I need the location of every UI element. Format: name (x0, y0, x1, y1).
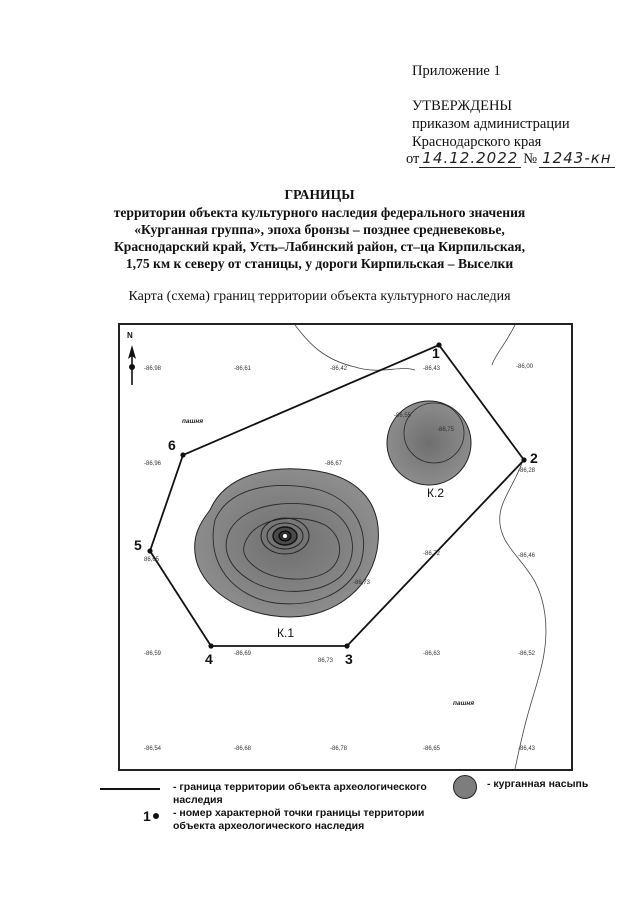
elevation-mark: -86,96 (144, 461, 162, 467)
stream-line (500, 463, 546, 769)
elevation-mark: -86,43 (518, 746, 536, 752)
elevation-mark: -86,78 (330, 746, 348, 752)
vertex-5-point (147, 548, 152, 553)
vertex-label-2: 2 (530, 450, 538, 466)
elevation-mark: -86,55 (394, 413, 412, 419)
order-line-2: Краснодарского края (412, 134, 542, 150)
vertex-label-3: 3 (345, 651, 353, 667)
map-caption: Карта (схема) границ территории объекта культурного наследия (128, 289, 511, 304)
vertex-label-4: 4 (205, 651, 213, 667)
elevation-mark: -86,73 (353, 580, 371, 586)
order-date-line (406, 150, 615, 168)
elevation-mark: -86,00 (516, 364, 534, 370)
elevation-mark: -86,54 (144, 746, 162, 752)
elevation-mark: -86,42 (330, 366, 348, 372)
vertex-label-5: 5 (134, 537, 142, 553)
legend-point-line-1: - номер характерной точки границы территории (173, 807, 425, 819)
elevation-mark: 86,73 (318, 658, 334, 664)
appendix-label: Приложение 1 (412, 63, 501, 79)
legend-mound-text: - курганная насыпь (487, 778, 589, 790)
elevation-mark: -86,59 (144, 651, 162, 657)
vertex-label-1: 1 (432, 345, 440, 361)
elevation-mark: -86,75 (437, 427, 455, 433)
point-symbol-number: 1 (143, 808, 151, 824)
point-dot-icon (153, 813, 159, 819)
north-label: N (127, 331, 133, 340)
elevation-mark: -86,43 (423, 366, 441, 372)
title-line-4: 1,75 км к северу от станицы, у дороги Кирпильская – Выселки (125, 256, 514, 271)
north-arrow-icon (128, 345, 136, 385)
boundary-line-symbol (100, 788, 160, 790)
legend-boundary-text (173, 781, 427, 807)
elevation-mark: -86,69 (234, 651, 252, 657)
elevation-mark: -86,72 (423, 551, 441, 557)
vertex-3-point (344, 643, 349, 648)
legend-boundary-line-1: - граница территории объекта археологического (173, 781, 427, 793)
order-line-1: приказом администрации (412, 116, 570, 132)
field-label: пашня (453, 700, 475, 707)
elevation-mark: -86,63 (423, 651, 441, 657)
mound-k2-label: К.2 (427, 486, 444, 500)
vertex-6-point (180, 452, 185, 457)
approved-label: УТВЕРЖДЕНЫ (412, 98, 513, 114)
date-prefix: от (406, 151, 420, 167)
elevation-mark: -86,65 (423, 746, 441, 752)
mound-symbol-icon (453, 775, 477, 799)
elevation-mark: -86,52 (518, 651, 536, 657)
elevation-mark: -86,46 (518, 553, 536, 559)
road-line-2 (492, 325, 515, 365)
handwritten-date: 14.12.2022 (419, 150, 521, 168)
elevation-mark: -86,28 (518, 468, 536, 474)
point-symbol (143, 808, 159, 824)
vertex-label-6: 6 (168, 437, 176, 453)
handwritten-number: 1243-кн (539, 150, 614, 168)
title-line-2: «Курганная группа», эпоха бронзы – позднее средневековье, (134, 222, 505, 237)
mound-k1-label: К.1 (277, 626, 294, 640)
field-label: пашня (182, 418, 204, 425)
elevation-mark: -86,61 (234, 366, 252, 372)
legend-point-text (173, 807, 424, 833)
vertex-2-point (521, 457, 526, 462)
title-line-3: Краснодарский край, Усть–Лабинский район, ст–ца Кирпильская, (113, 239, 526, 254)
legend-point-line-2: объекта археологического наследия (173, 820, 365, 832)
legend-boundary-line-2: наследия (173, 794, 223, 806)
elevation-mark: -86,98 (144, 366, 162, 372)
mound-k1 (195, 469, 379, 617)
map-frame (118, 323, 573, 771)
map-drawing (120, 325, 571, 769)
number-sign: № (523, 151, 538, 167)
elevation-mark: -86,67 (325, 461, 343, 467)
title-line-1: территории объекта культурного наследия федерального значения (113, 205, 526, 220)
elevation-mark: 86,65 (144, 557, 160, 563)
elevation-mark: -86,68 (234, 746, 252, 752)
vertex-4-point (208, 643, 213, 648)
title-heading: ГРАНИЦЫ (284, 187, 355, 202)
